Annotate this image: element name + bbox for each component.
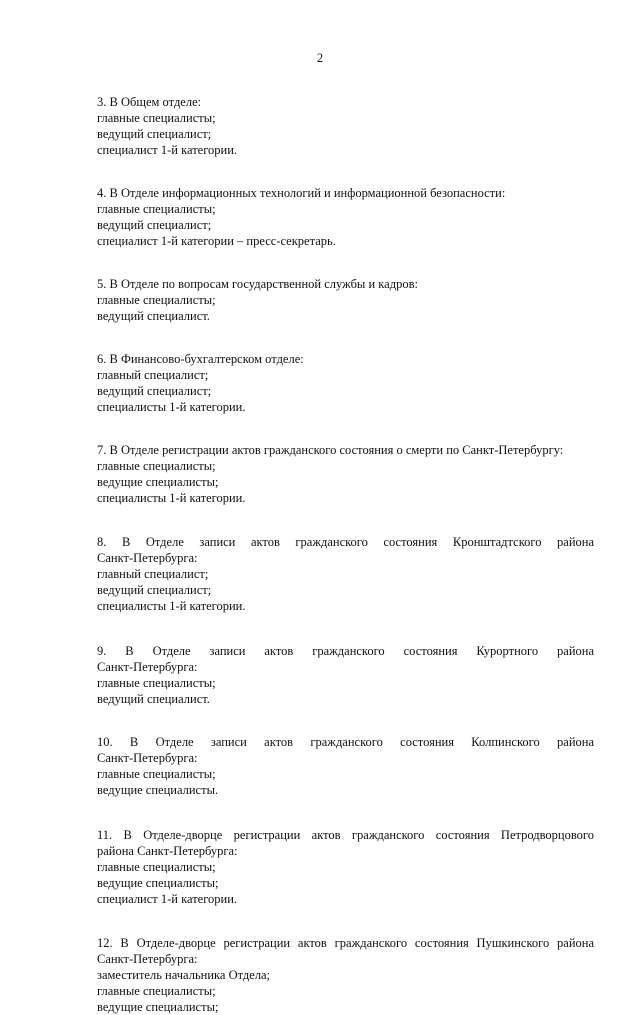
list-item: ведущий специалист. xyxy=(97,309,210,323)
section-6 xyxy=(97,351,594,415)
list-item: главные специалисты; xyxy=(97,860,216,874)
section-heading-continuation: Санкт-Петербурга: xyxy=(97,551,198,565)
list-item: специалист 1-й категории. xyxy=(97,143,238,157)
section-7 xyxy=(97,442,594,506)
list-item: главные специалисты; xyxy=(97,767,216,781)
list-item: ведущие специалисты; xyxy=(97,1000,219,1014)
section-heading: 5. В Отделе по вопросам государственной службы и кадров: xyxy=(97,277,418,291)
section-3 xyxy=(97,94,594,158)
section-9 xyxy=(97,643,594,707)
section-8 xyxy=(97,534,594,614)
section-4 xyxy=(97,185,594,249)
section-heading: 12. В Отделе-дворце регистрации актов гражданского состояния Пушкинского района xyxy=(97,936,594,950)
document-body xyxy=(97,94,594,1015)
section-5 xyxy=(97,276,594,324)
list-item: ведущий специалист. xyxy=(97,692,210,706)
list-item: специалисты 1-й категории. xyxy=(97,400,246,414)
section-heading: 8. В Отделе записи актов гражданского состояния Кронштадтского района xyxy=(97,535,594,549)
section-10 xyxy=(97,734,594,798)
list-item: специалист 1-й категории – пресс-секретарь. xyxy=(97,234,336,248)
section-heading: 11. В Отделе-дворце регистрации актов гражданского состояния Петродворцового xyxy=(97,828,594,842)
section-12 xyxy=(97,935,594,1015)
list-item: главные специалисты; xyxy=(97,676,216,690)
section-11 xyxy=(97,827,594,907)
list-item: ведущий специалист; xyxy=(97,583,212,597)
list-item: ведущий специалист; xyxy=(97,218,212,232)
list-item: специалисты 1-й категории. xyxy=(97,599,246,613)
list-item: главные специалисты; xyxy=(97,202,216,216)
list-item: специалисты 1-й категории. xyxy=(97,491,246,505)
list-item: ведущие специалисты; xyxy=(97,876,219,890)
section-heading: 4. В Отделе информационных технологий и информационной безопасности: xyxy=(97,186,506,200)
list-item: ведущий специалист; xyxy=(97,384,212,398)
list-item: главные специалисты; xyxy=(97,293,216,307)
list-item: ведущий специалист; xyxy=(97,127,212,141)
list-item: главные специалисты; xyxy=(97,984,216,998)
page-number: 2 xyxy=(316,51,324,65)
list-item: главные специалисты; xyxy=(97,459,216,473)
list-item: специалист 1-й категории. xyxy=(97,892,238,906)
section-heading: 10. В Отделе записи актов гражданского состояния Колпинского района xyxy=(97,735,594,749)
section-heading: 9. В Отделе записи актов гражданского состояния Курортного района xyxy=(97,644,594,658)
list-item: ведущие специалисты. xyxy=(97,783,219,797)
section-heading-continuation: Санкт-Петербурга: xyxy=(97,751,198,765)
list-item: главные специалисты; xyxy=(97,111,216,125)
list-item: заместитель начальника Отдела; xyxy=(97,968,271,982)
list-item: ведущие специалисты; xyxy=(97,475,219,489)
section-heading-continuation: Санкт-Петербурга: xyxy=(97,660,198,674)
section-heading: 6. В Финансово-бухгалтерском отделе: xyxy=(97,352,304,366)
list-item: главный специалист; xyxy=(97,567,209,581)
section-heading: 3. В Общем отделе: xyxy=(97,95,202,109)
list-item: главный специалист; xyxy=(97,368,209,382)
section-heading-continuation: Санкт-Петербурга: xyxy=(97,952,198,966)
section-heading: 7. В Отделе регистрации актов гражданского состояния о смерти по Санкт-Петербургу: xyxy=(97,443,564,457)
section-heading-continuation: района Санкт-Петербурга: xyxy=(97,844,238,858)
